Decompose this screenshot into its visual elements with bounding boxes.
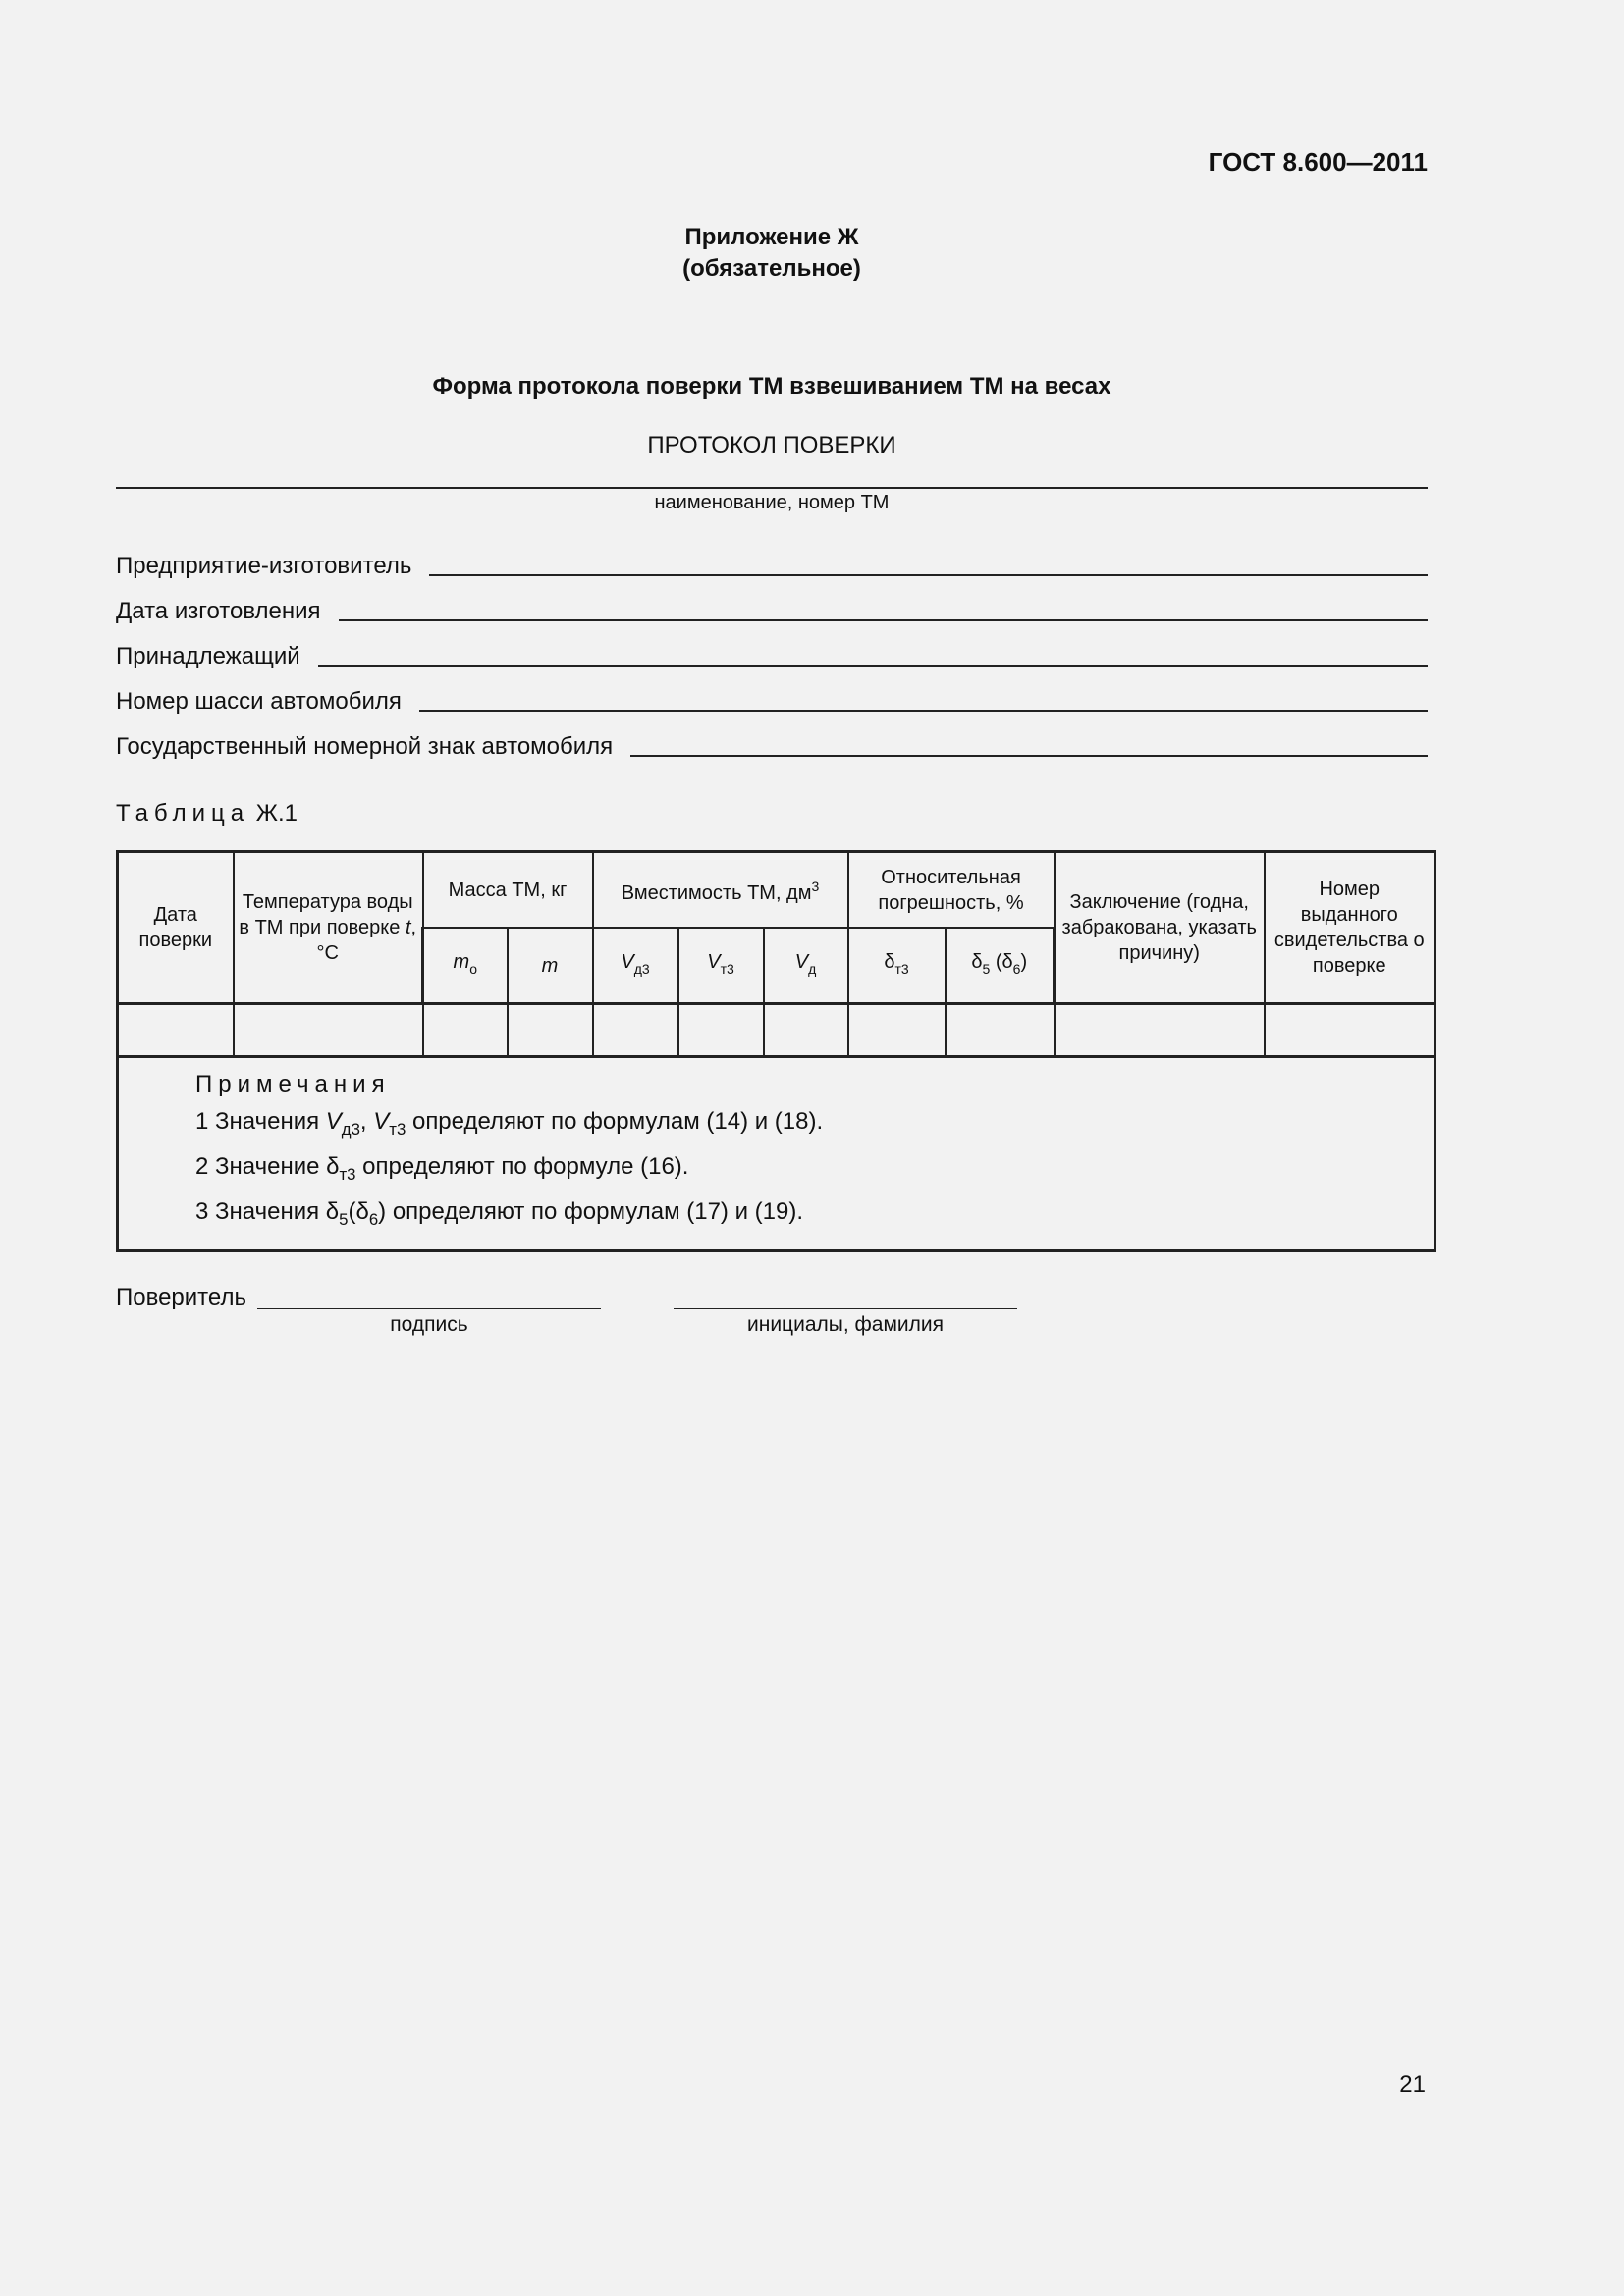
- notes-title: Примечания: [195, 1071, 391, 1097]
- appendix-title: Приложение Ж: [684, 224, 859, 250]
- fill-line[interactable]: [630, 755, 1428, 757]
- data-cell[interactable]: [946, 1004, 1055, 1057]
- header-temperature: Температура воды в ТМ при поверке t, °С: [234, 852, 423, 1004]
- data-cell[interactable]: [1055, 1004, 1265, 1057]
- table-caption-word: Таблица: [116, 800, 250, 827]
- note-2: 2 Значение $\delta_{т3}$ определяют по формуле (16).: [195, 1153, 689, 1184]
- name-caption-initials: инициалы, фамилия: [747, 1313, 944, 1336]
- note-3: 3 Значения $\delta_5(\delta_6)$ определяют по формулам (17) и (19).: [195, 1199, 804, 1229]
- data-cell[interactable]: [593, 1004, 678, 1057]
- header-certificate: Номер выданного свидетельства о поверке: [1265, 852, 1435, 1004]
- data-cell[interactable]: [678, 1004, 764, 1057]
- data-cell[interactable]: [234, 1004, 423, 1057]
- field-chassis-number[interactable]: [116, 680, 1428, 716]
- header-mass: Масса ТМ, кг: [423, 852, 593, 929]
- table-notes: [118, 1057, 1435, 1251]
- data-cell[interactable]: [423, 1004, 508, 1057]
- table-caption: [116, 800, 298, 828]
- subheader-vd: $V_д$: [764, 928, 848, 1004]
- page-number: 21: [1399, 2071, 1426, 2098]
- signature-caption: подпись: [390, 1313, 468, 1336]
- verifier-label: Поверитель: [116, 1284, 246, 1310]
- subheader-delta5-delta6: $\delta_5$ $(\delta_6)$: [946, 928, 1055, 1004]
- subheader-vt3: $V_{т3}$: [678, 928, 764, 1004]
- name-caption: наименование, номер ТМ: [654, 492, 890, 513]
- subheader-delta-t3: $\delta_{т3}$: [848, 928, 946, 1004]
- subheader-m0: $m_о$: [423, 928, 508, 1004]
- protocol-table: [116, 850, 1436, 1252]
- header-date: Дата поверки: [118, 852, 234, 1004]
- signature-line[interactable]: [257, 1308, 601, 1309]
- fill-line[interactable]: [339, 619, 1428, 621]
- table-caption-number: Ж.1: [255, 800, 298, 827]
- field-license-plate[interactable]: [116, 725, 1428, 761]
- appendix-status: (обязательное): [682, 255, 861, 282]
- note-1: 1 Значения $V_{д3}$, $V_{т3}$ определяют по формулам (14) и (18).: [195, 1108, 824, 1139]
- name-fill-line[interactable]: [116, 487, 1428, 489]
- field-label: Номер шасси автомобиля: [116, 688, 402, 715]
- fill-line[interactable]: [318, 665, 1428, 667]
- protocol-title: ПРОТОКОЛ ПОВЕРКИ: [647, 432, 896, 458]
- standard-code: ГОСТ 8.600—2011: [1208, 147, 1428, 177]
- form-title: Форма протокола поверки ТМ взвешиванием ТМ на весах: [432, 373, 1111, 400]
- name-line[interactable]: [674, 1308, 1017, 1309]
- field-manufacturer[interactable]: [116, 545, 1428, 580]
- field-owner[interactable]: [116, 635, 1428, 670]
- field-label: Предприятие-изготовитель: [116, 553, 412, 579]
- data-cell[interactable]: [848, 1004, 946, 1057]
- header-relative-error: Относительная погрешность, %: [848, 852, 1055, 929]
- fill-line[interactable]: [419, 710, 1428, 712]
- field-manufacture-date[interactable]: [116, 590, 1428, 625]
- field-label: Государственный номерной знак автомобиля: [116, 733, 614, 760]
- field-label: Принадлежащий: [116, 643, 300, 669]
- data-cell[interactable]: [764, 1004, 848, 1057]
- subheader-m: m: [508, 928, 593, 1004]
- subheader-vd3: $V_{д3}$: [593, 928, 678, 1004]
- header-conclusion: Заключение (годна, забракована, указать причину): [1055, 852, 1265, 1004]
- data-cell[interactable]: [118, 1004, 234, 1057]
- fill-line[interactable]: [429, 574, 1428, 576]
- data-cell[interactable]: [508, 1004, 593, 1057]
- field-label: Дата изготовления: [116, 598, 321, 624]
- header-capacity: Вместимость ТМ, $дм^3$: [593, 852, 848, 929]
- data-cell[interactable]: [1265, 1004, 1435, 1057]
